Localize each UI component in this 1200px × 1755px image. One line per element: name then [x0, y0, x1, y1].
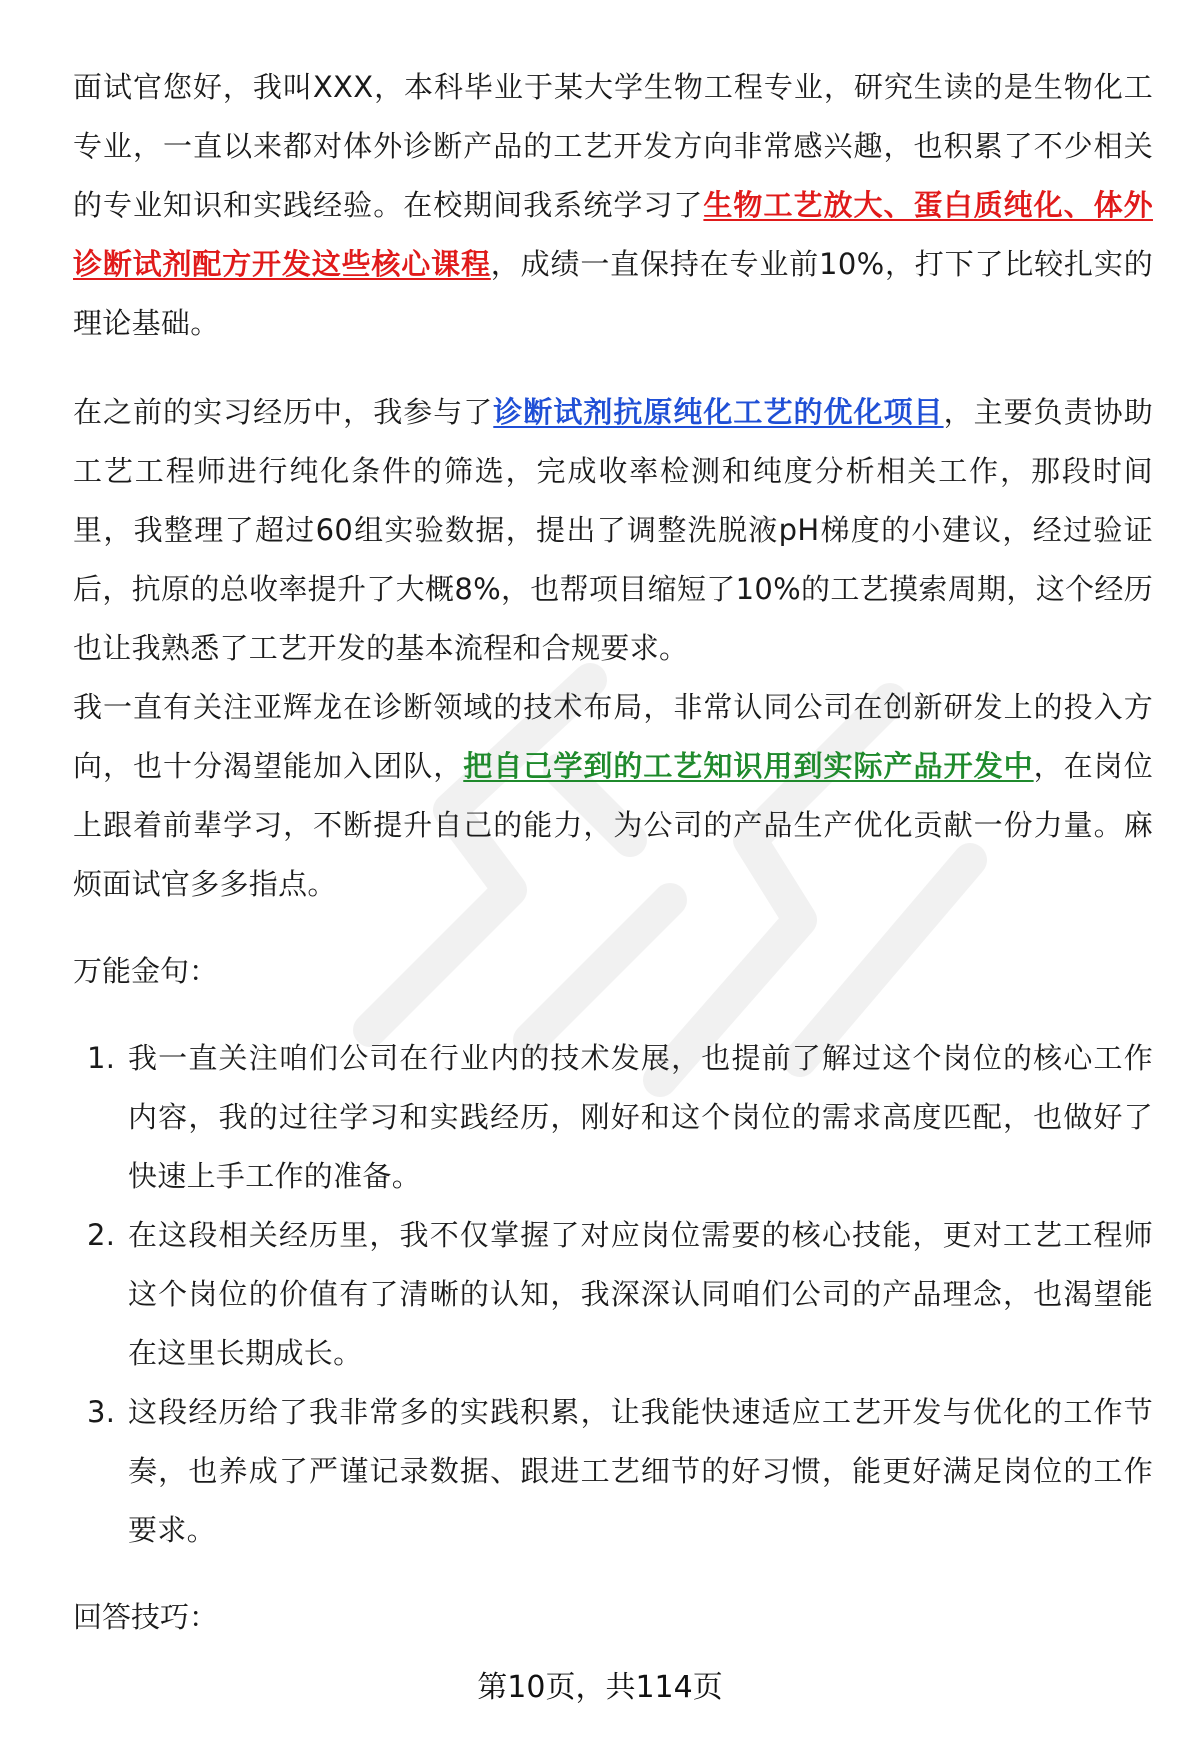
list-item-text: 我一直关注咱们公司在行业内的技术发展，也提前了解过这个岗位的核心工作内容，我的过往学习和实践经历，刚好和这个岗位的需求高度匹配，也做好了快速上手工作的准备。: [128, 1041, 1153, 1193]
motivation-text: ，在岗位上跟着前辈学习，不断提升自己的能力，为公司的产品生产优化贡献一份力量。麻烦面试官多多指点。: [73, 749, 1153, 901]
highlight-project: 诊断试剂抗原纯化工艺的优化项目: [493, 395, 944, 429]
list-item: [73, 1029, 1153, 1206]
intro-text: 面试官您好，我叫XXX，本科毕业于某大学生物工程专业，研究生读的是生物化工专业，一直以来都对体外诊断产品的工艺开发方向非常感兴趣，也积累了不少相关的专业知识和实践经验。在校期间我系统学习了: [73, 70, 1153, 222]
highlight-courses: 生物工艺放大、蛋白质纯化、体外诊断试剂配方开发这些核心课程: [73, 188, 1153, 281]
highlight-goal: 把自己学到的工艺知识用到实际产品开发中: [463, 749, 1034, 783]
list-item: [73, 1206, 1153, 1383]
page-number-footer: 第10页，共114页: [477, 1670, 723, 1705]
motivation-text: 我一直有关注亚辉龙在诊断领域的技术布局，非常认同公司在创新研发上的投入方向，也十分渴望能加入团队，: [73, 690, 1153, 783]
intro-paragraph-1: [73, 58, 1153, 353]
list-number: 3.: [87, 1395, 116, 1429]
intro-text: ，成绩一直保持在专业前10%，打下了比较扎实的理论基础。: [73, 247, 1154, 340]
list-item-text: 这段经历给了我非常多的实践积累，让我能快速适应工艺开发与优化的工作节奏，也养成了严谨记录数据、跟进工艺细节的好习惯，能更好满足岗位的工作要求。: [128, 1395, 1153, 1547]
list-number: 1.: [87, 1041, 116, 1075]
internship-text: ，主要负责协助工艺工程师进行纯化条件的筛选，完成收率检测和纯度分析相关工作，那段时间里，我整理了超过60组实验数据，提出了调整洗脱液pH梯度的小建议，经过验证后，抗原的总收率提升了大概8%，也帮项目缩短了10%的工艺摸索周期，这个经历也让我熟悉了工艺开发的基本流程和合规要求。: [73, 395, 1153, 665]
document-body: [73, 58, 1153, 1647]
answer-tips-heading: 回答技巧：: [73, 1600, 219, 1634]
list-number: 2.: [87, 1218, 116, 1252]
internship-paragraph: [73, 383, 1153, 678]
list-item-text: 在这段相关经历里，我不仅掌握了对应岗位需要的核心技能，更对工艺工程师这个岗位的价值有了清晰的认知，我深深认同咱们公司的产品理念，也渴望能在这里长期成长。: [128, 1218, 1153, 1370]
internship-text: 在之前的实习经历中，我参与了: [73, 395, 494, 429]
motivation-paragraph: [73, 678, 1153, 914]
golden-sentences-heading: 万能金句：: [73, 954, 219, 988]
golden-sentences-list: [73, 1029, 1153, 1560]
list-item: [73, 1383, 1153, 1560]
